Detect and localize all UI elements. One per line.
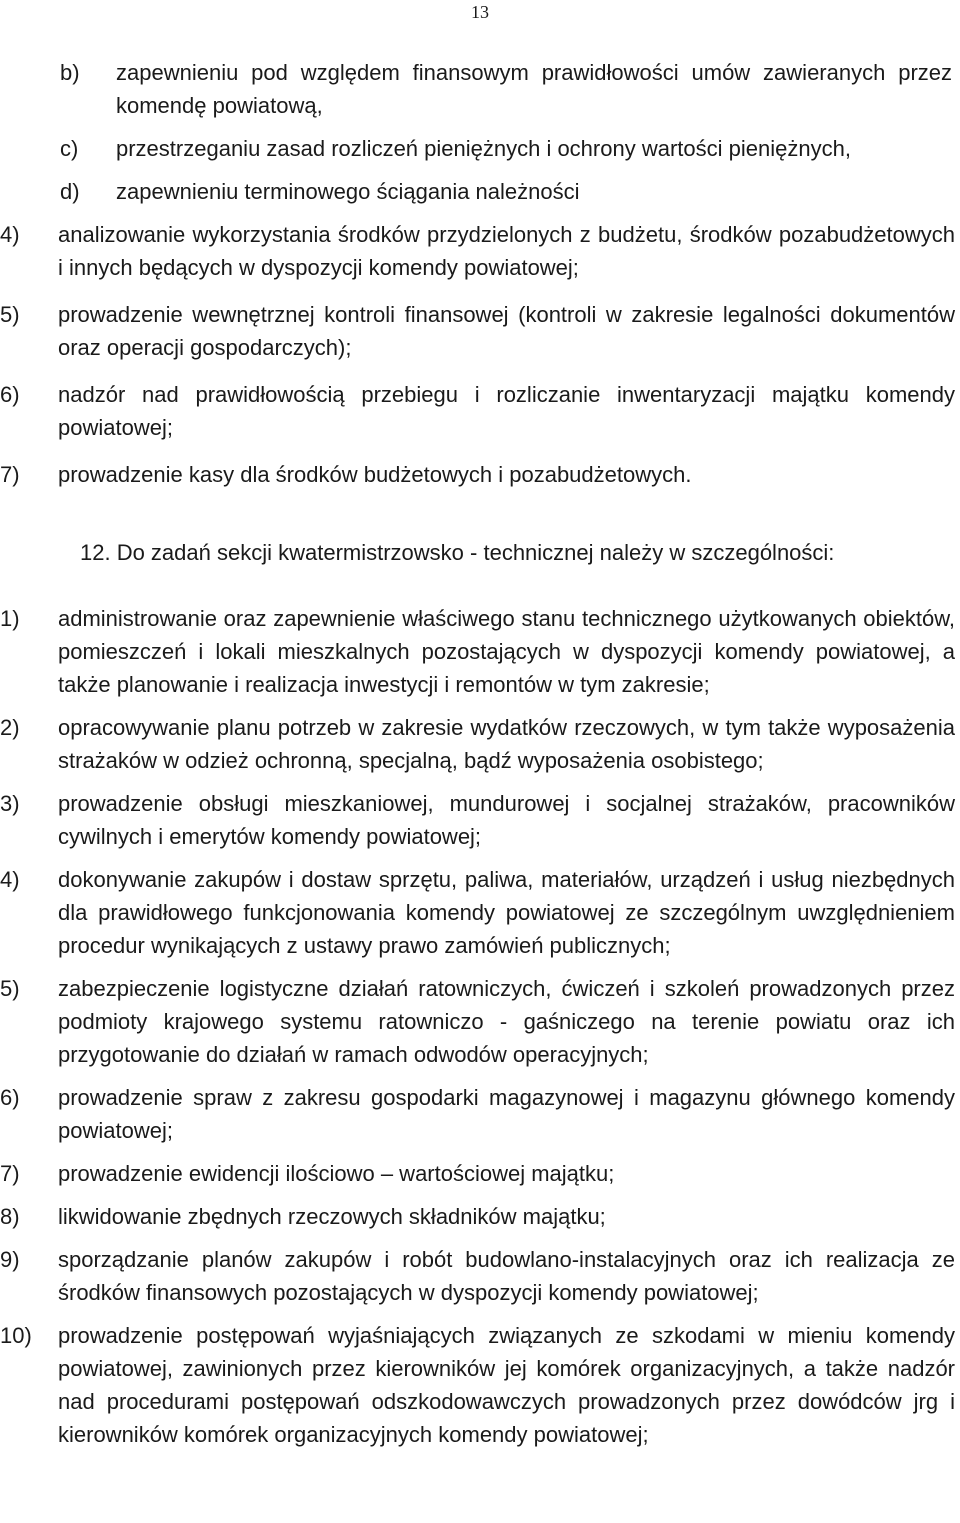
list-item-6 (0, 378, 955, 444)
list-text: nadzór nad prawidłowością przebiegu i rozliczanie inwentaryzacji majątku komendy powiatowej; (58, 382, 955, 440)
list-item-5b (0, 972, 955, 1071)
list-item-5 (0, 298, 955, 364)
list-text: likwidowanie zbędnych rzeczowych składników majątku; (58, 1204, 606, 1229)
list-text: prowadzenie ewidencji ilościowo – wartościowej majątku; (58, 1161, 615, 1186)
list-item-3 (0, 787, 955, 853)
list-text: sporządzanie planów zakupów i robót budowlano-instalacyjnych oraz ich realizacja ze środków finansowych pozostających w dyspozycji komendy powiatowej; (58, 1247, 955, 1305)
list-item-b (0, 56, 952, 122)
list-marker: 10) (0, 1323, 32, 1348)
list-item-9 (0, 1243, 955, 1309)
document-page (0, 56, 960, 1451)
list-text: prowadzenie obsługi mieszkaniowej, mundurowej i socjalnej strażaków, pracowników cywilnych i emerytów komendy powiatowej; (58, 791, 955, 849)
list-item-2 (0, 711, 955, 777)
list-marker: 1) (0, 606, 20, 631)
list-marker: d) (60, 179, 80, 204)
page-number: 13 (471, 2, 489, 22)
section-heading: 12. Do zadań sekcji kwatermistrzowsko - technicznej należy w szczególności: (80, 540, 835, 565)
list-item-c (0, 132, 952, 165)
list-item-4b (0, 863, 955, 962)
list-text: przestrzeganiu zasad rozliczeń pieniężnych i ochrony wartości pieniężnych, (116, 136, 851, 161)
list-item-1 (0, 602, 955, 701)
list-marker: c) (60, 136, 79, 161)
list-marker: 6) (0, 382, 20, 407)
list-text: prowadzenie kasy dla środków budżetowych i pozabudżetowych. (58, 462, 692, 487)
list-text: administrowanie oraz zapewnienie właściwego stanu technicznego użytkowanych obiektów, pomieszczeń i lokali mieszkalnych pozostających w dyspozycji komendy powiatowej, a także planowanie i realizacja inwestycji i remontów w tym zakresie; (58, 606, 955, 697)
list-item-6b (0, 1081, 955, 1147)
list-text: opracowywanie planu potrzeb w zakresie wydatków rzeczowych, w tym także wyposażenia strażaków w odzież ochronną, specjalną, bądź wyposażenia osobistego; (58, 715, 955, 773)
list-marker: 7) (0, 1161, 20, 1186)
list-item-8 (0, 1200, 955, 1233)
list-marker: 8) (0, 1204, 20, 1229)
list-marker: 7) (0, 462, 20, 487)
list-text: prowadzenie postępowań wyjaśniających związanych ze szkodami w mieniu komendy powiatowej, zawinionych przez kierowników jej komórek organizacyjnych, a także nadzór nad procedurami postępowań odszkodowawczych prowadzonych przez dowódców jrg i kierowników komórek organizacyjnych komendy powiatowej; (58, 1323, 955, 1447)
list-item-7b (0, 1157, 955, 1190)
list-text: analizowanie wykorzystania środków przydzielonych z budżetu, środków pozabudżetowych i innych będących w dyspozycji komendy powiatowej; (58, 222, 955, 280)
list-marker: 4) (0, 867, 20, 892)
list-item-d (0, 175, 952, 208)
list-marker: 9) (0, 1247, 20, 1272)
list-marker: 5) (0, 302, 20, 327)
list-text: zapewnieniu pod względem finansowym prawidłowości umów zawieranych przez komendę powiatową, (116, 60, 952, 118)
list-marker: 6) (0, 1085, 20, 1110)
list-text: prowadzenie spraw z zakresu gospodarki magazynowej i magazynu głównego komendy powiatowej; (58, 1085, 955, 1143)
list-marker: b) (60, 60, 80, 85)
list-marker: 3) (0, 791, 20, 816)
list-marker: 5) (0, 976, 20, 1001)
list-item-4 (0, 218, 955, 284)
list-text: zapewnieniu terminowego ściągania należności (116, 179, 580, 204)
list-text: zabezpieczenie logistyczne działań ratowniczych, ćwiczeń i szkoleń prowadzonych przez podmioty krajowego systemu ratowniczo - gaśniczego na terenie powiatu oraz ich przygotowanie do działań w ramach odwodów operacyjnych; (58, 976, 955, 1067)
list-item-7 (0, 458, 955, 491)
list-marker: 2) (0, 715, 20, 740)
list-marker: 4) (0, 222, 20, 247)
list-text: prowadzenie wewnętrznej kontroli finansowej (kontroli w zakresie legalności dokumentów oraz operacji gospodarczych); (58, 302, 955, 360)
list-text: dokonywanie zakupów i dostaw sprzętu, paliwa, materiałów, urządzeń i usług niezbędnych dla prawidłowego funkcjonowania komendy powiatowej ze szczególnym uwzględnieniem procedur wynikających z ustawy prawo zamówień publicznych; (58, 867, 955, 958)
list-item-10 (0, 1319, 955, 1451)
